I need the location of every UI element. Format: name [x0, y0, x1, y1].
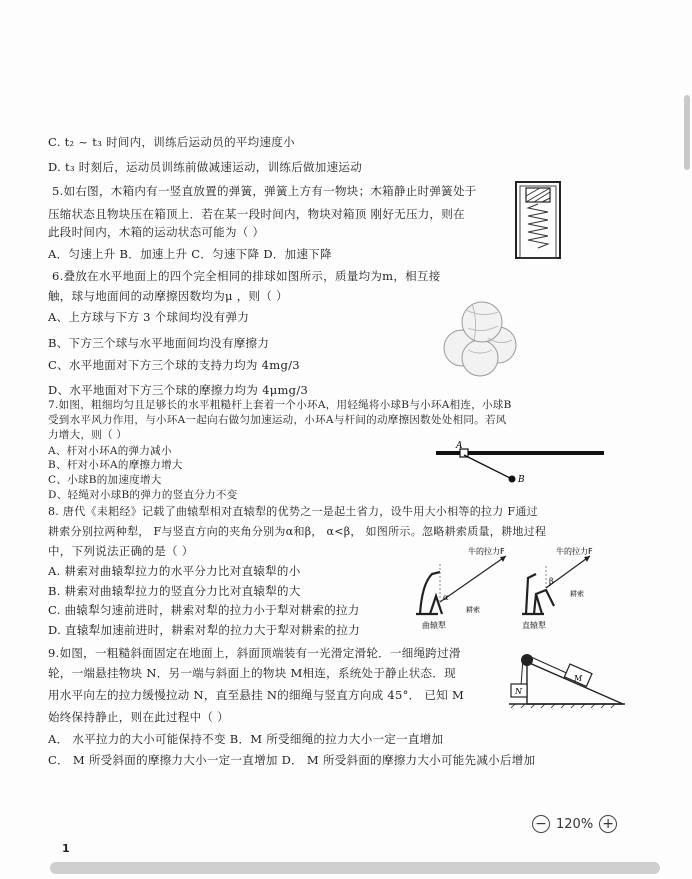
text-line: C、水平地面对下方三个球的支持力均为 4mg/3 [48, 358, 300, 372]
rope-left-label: 耕索 [466, 606, 480, 614]
text-line: B、杆对小环A的摩擦力增大 [48, 459, 183, 471]
spring-box-figure [514, 180, 562, 260]
ring-ball-figure [432, 440, 612, 500]
straight-plow-label: 直辕犁 [522, 621, 546, 630]
zoom-in-button[interactable] [599, 815, 617, 833]
text-line: 中，下列说法正确的是（ ） [48, 544, 194, 558]
ball-b-label: B [518, 475, 525, 485]
plows-figure [410, 544, 610, 636]
horizontal-scrollbar[interactable] [50, 862, 660, 874]
curved-plow-label: 曲辕犁 [422, 621, 446, 630]
text-line: 5.如右图，木箱内有一竖直放置的弹簧，弹簧上方有一物块；木箱静止时弹簧处于 [52, 184, 477, 198]
page-number: 1 [62, 842, 70, 855]
zoom-level: 120% [556, 816, 594, 832]
text-line: C. 曲辕犁匀速前进时，耕索对犁的拉力小于犁对耕索的拉力 [48, 603, 360, 617]
text-line: 耕索分别拉两种犁， F与竖直方向的夹角分别为α和β， α<β， 如图所示。忽略耕索质量，耕地过程 [48, 525, 547, 538]
block-n-label: N [515, 687, 522, 696]
alpha-label: α [443, 593, 449, 602]
text-line: A、杆对小环A的弹力减小 [48, 445, 172, 457]
beta-label: β [549, 577, 554, 586]
text-line: A．匀速上升 B．加速上升 C．匀速下降 D．加速下降 [48, 247, 332, 261]
incline-pulley-figure [505, 648, 630, 712]
text-line: 触，球与地面间的动摩擦因数均为μ ，则（ ） [48, 289, 288, 303]
text-line: 轮，一端悬挂物块 N．另一端与斜面上的物块 M相连，系统处于静止状态．现 [48, 666, 456, 680]
text-line: D、轻绳对小球B的弹力的竖直分力不变 [48, 489, 238, 501]
ox-pull-left-label: 牛的拉力F [468, 547, 505, 556]
minus-icon: − [535, 816, 547, 832]
text-line: 6.叠放在水平地面上的四个完全相同的排球如图所示，质量均为m，相互接 [52, 269, 441, 283]
text-line: D. 直辕犁加速前进时，耕索对犁的拉力大于犁对耕索的拉力 [48, 623, 361, 637]
text-line: 力增大，则（ ） [48, 429, 128, 441]
text-line: C、小球B的加速度增大 [48, 474, 162, 486]
rope-right-label: 耕索 [570, 590, 584, 598]
text-line: A、上方球与下方 3 个球间均没有弹力 [48, 310, 250, 324]
text-line: A. 耕索对曲辕犁拉力的水平分力比对直辕犁的小 [48, 564, 301, 578]
vertical-scrollbar[interactable] [684, 95, 690, 170]
ring-a-label: A [456, 441, 463, 451]
zoom-out-button[interactable] [532, 815, 550, 833]
text-line: 始终保持静止，则在此过程中（ ） [48, 710, 229, 724]
block-m-label: M [574, 674, 583, 683]
text-line: 压缩状态且物块压在箱顶上．若在某一段时间内，物块对箱顶 刚好无压力，则在 [48, 207, 465, 221]
text-line: 8. 唐代《耒耜经》记载了曲辕犁相对直辕犁的优势之一是起土省力，设牛用大小相等的拉力 F通过 [48, 505, 538, 518]
plus-icon: + [602, 816, 615, 832]
text-line: A． 水平拉力的大小可能保持不变 B．M 所受细绳的拉力大小一定一直增加 [48, 732, 444, 746]
text-line: C. t₂ ~ t₃ 时间内，训练后运动员的平均速度小 [48, 135, 295, 149]
text-line: C． M 所受斜面的摩擦力大小一定一直增加 D． M 所受斜面的摩擦力大小可能先减小后增加 [48, 753, 536, 767]
text-line: D、水平地面对下方三个球的摩擦力均为 4μmg/3 [48, 383, 309, 397]
zoom-control [532, 815, 617, 833]
ox-pull-right-label: 牛的拉力F [556, 547, 593, 556]
text-line: B、下方三个球与水平地面间均没有摩擦力 [48, 336, 270, 350]
text-line: 用水平向左的拉力缓慢拉动 N，直至悬挂 N的细绳与竖直方向成 45°． 已知 M [48, 688, 465, 702]
volleyballs-figure [440, 290, 525, 380]
text-line: D. t₃ 时刻后，运动员训练前做减速运动，训练后做加速运动 [48, 160, 363, 174]
text-line: 此段时间内，木箱的运动状态可能为（ ） [48, 225, 265, 239]
text-line: B. 耕索对曲辕犁拉力的竖直分力比对直辕犁的大 [48, 584, 301, 598]
text-line: 受到水平风力作用，与小环A一起向右做匀加速运动，小环A与杆间的动摩擦因数处处相同。若风 [48, 414, 507, 426]
text-line: 7.如图，粗细均匀且足够长的水平粗糙杆上套着一个小环A，用轻绳将小球B与小环A相连，小球B [48, 399, 512, 411]
text-line: 9.如图，一粗糙斜面固定在地面上，斜面顶端装有一光滑定滑轮．一细绳跨过滑 [48, 646, 461, 660]
